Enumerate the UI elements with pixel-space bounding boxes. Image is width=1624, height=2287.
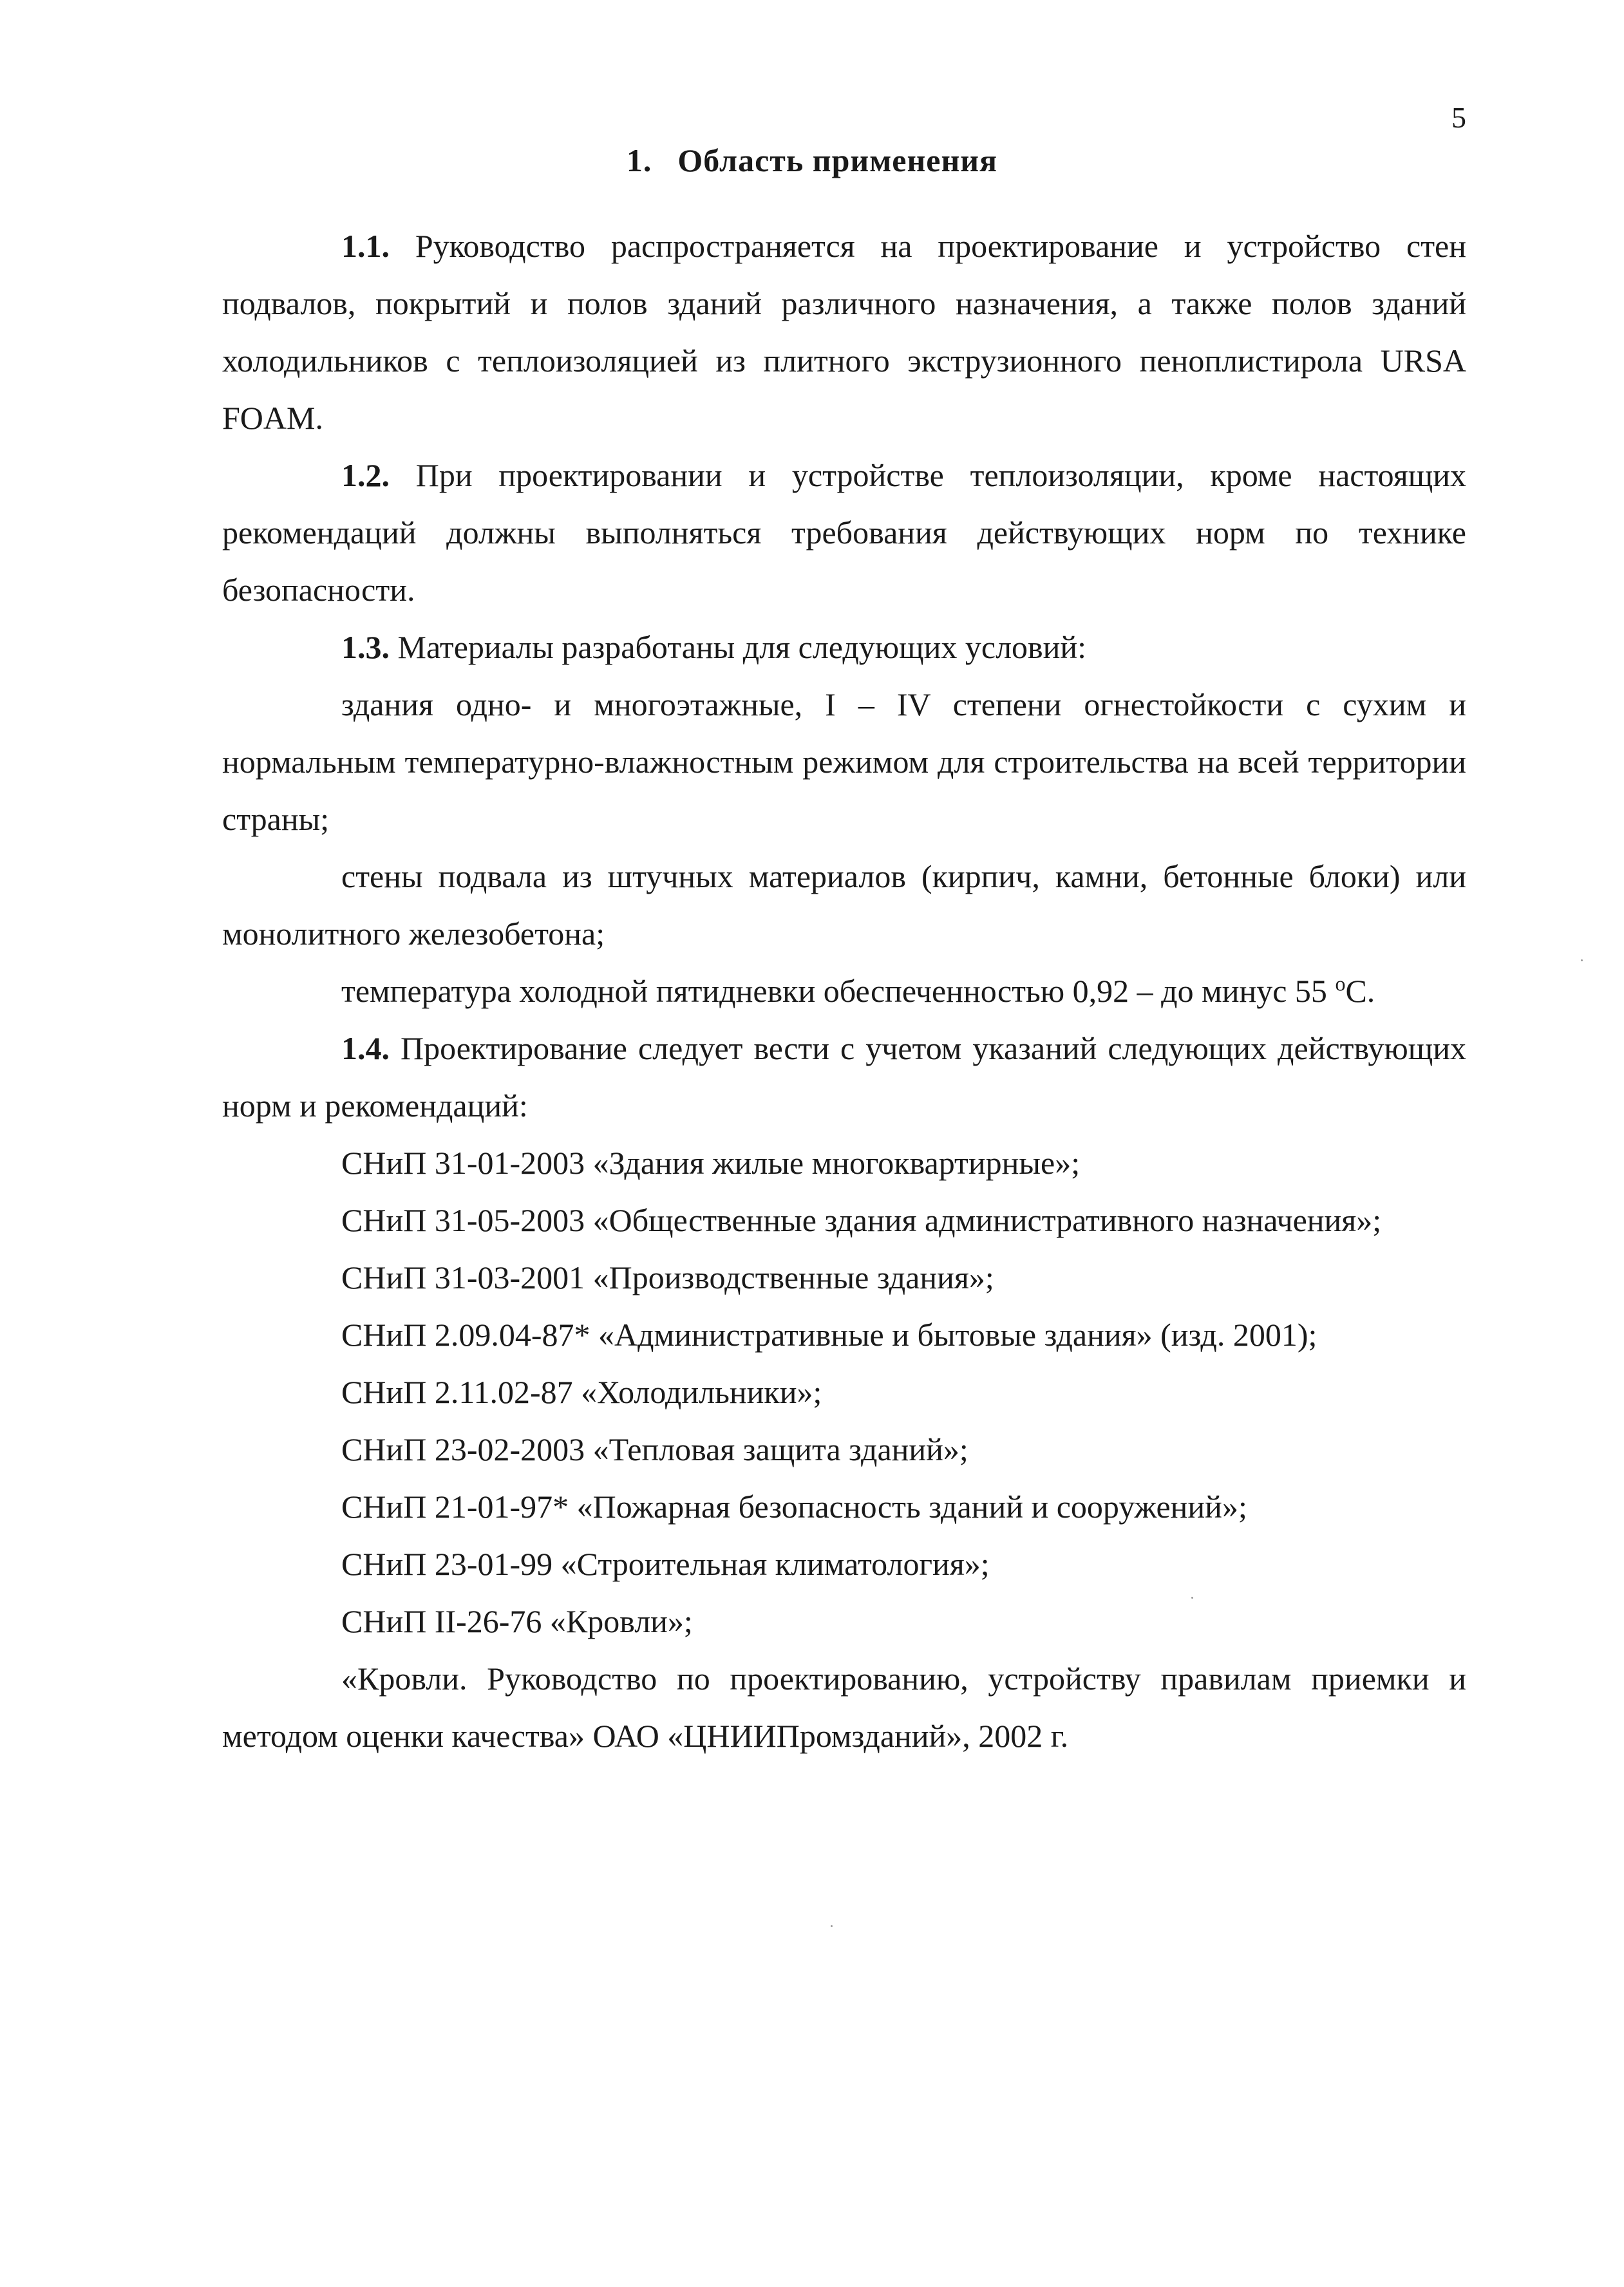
paragraph-number: 1.4. — [341, 1030, 390, 1066]
temperature-text: температура холодной пятидневки обеспеченностью 0,92 – до минус 55 — [341, 973, 1327, 1009]
paragraph-1-2 — [222, 447, 1466, 619]
norm-item: СНиП 31-05-2003 «Общественные здания административного назначения»; — [341, 1202, 1382, 1238]
scan-speck — [831, 1925, 833, 1927]
paragraph-1-3 — [222, 619, 1466, 676]
section-title: Область применения — [677, 142, 998, 178]
temperature-unit: С. — [1345, 973, 1375, 1009]
condition-buildings: здания одно- и многоэтажные, I – IV степени огнестойкости с сухим и нормальным температурно-влажностным режимом для строительства на всей территории страны; — [222, 686, 1466, 837]
norm-item: СНиП 21-01-97* «Пожарная безопасность зданий и сооружений»; — [341, 1489, 1247, 1525]
degree-symbol: о — [1335, 972, 1346, 995]
paragraph-1-1 — [222, 218, 1466, 447]
paragraph-1-4 — [222, 1020, 1466, 1134]
paragraph-number: 1.1. — [341, 228, 390, 264]
scan-speck — [1581, 959, 1583, 961]
norm-item: СНиП 23-01-99 «Строительная климатология»; — [341, 1546, 990, 1582]
norm-item: СНиП II-26-76 «Кровли»; — [341, 1603, 693, 1639]
norm-item: СНиП 2.09.04-87* «Административные и бытовые здания» (изд. 2001); — [341, 1317, 1317, 1353]
scan-speck — [1191, 1597, 1193, 1599]
paragraph-number: 1.2. — [341, 457, 390, 493]
norm-item: СНиП 23-02-2003 «Тепловая защита зданий»; — [341, 1431, 968, 1467]
norm-item: СНиП 31-01-2003 «Здания жилые многоквартирные»; — [341, 1145, 1081, 1181]
condition-basement-walls: стены подвала из штучных материалов (кирпич, камни, бетонные блоки) или монолитного железобетона; — [222, 858, 1466, 952]
section-number: 1. — [626, 142, 652, 178]
section-heading — [0, 144, 1624, 176]
paragraph-text: Проектирование следует вести с учетом указаний следующих действующих норм и рекомендаций: — [222, 1030, 1467, 1124]
document-body — [222, 218, 1466, 1765]
norm-item: СНиП 2.11.02-87 «Холодильники»; — [341, 1374, 822, 1410]
paragraph-number: 1.3. — [341, 629, 390, 665]
page-number: 5 — [1451, 101, 1466, 134]
condition-temperature — [222, 963, 1466, 1020]
paragraph-text: При проектировании и устройстве теплоизоляции, кроме настоящих рекомендаций должны выполняться требования действующих норм по технике безопасности. — [222, 457, 1466, 608]
paragraph-text: Материалы разработаны для следующих условий: — [397, 629, 1087, 665]
paragraph-text: Руководство распространяется на проектирование и устройство стен подвалов, покрытий и полов зданий различного назначения, а также полов зданий холодильников с теплоизоляцией из плитного экструзионного пеноплистирола URSA FOAM. — [222, 228, 1467, 436]
final-reference: «Кровли. Руководство по проектированию, устройству правилам приемки и методом оценки качества» ОАО «ЦНИИПромзданий», 2002 г. — [222, 1661, 1466, 1754]
norm-item: СНиП 31-03-2001 «Производственные здания»; — [341, 1259, 994, 1295]
